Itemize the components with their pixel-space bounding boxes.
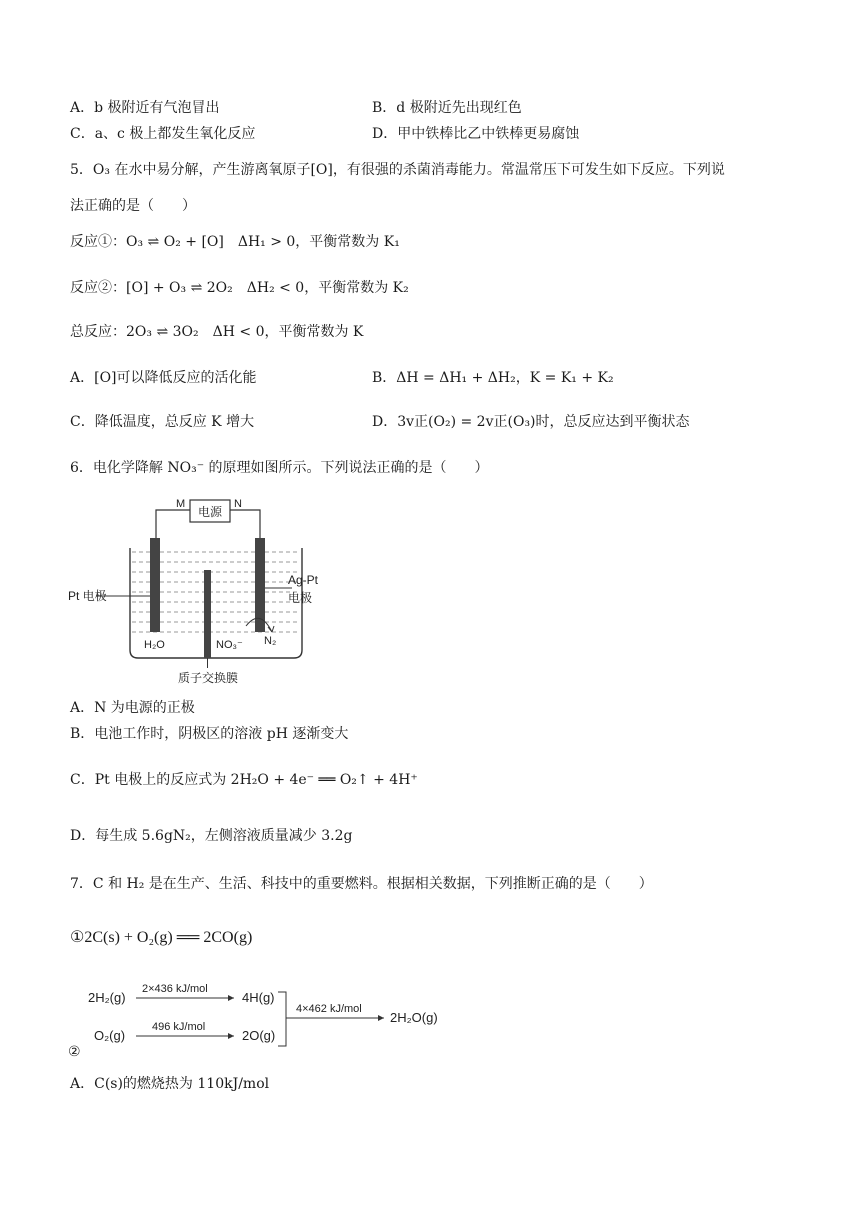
terminal-m-label: M <box>176 498 186 510</box>
q5-reaction-2: 反应②：[O] + O₃ ⇌ 2O₂ ΔH₂ < 0，平衡常数为 K₂ <box>70 280 409 296</box>
terminal-n-label: N <box>234 498 242 510</box>
o-atoms: 2O(g) <box>242 1028 276 1043</box>
q4-option-a: A．b 极附近有气泡冒出 <box>70 100 220 116</box>
o2-bond-energy: 496 kJ/mol <box>152 1021 206 1033</box>
q5-option-b: B．ΔH = ΔH₁ + ΔH₂，K = K₁ + K₂ <box>372 370 614 386</box>
q6-option-d: D．每生成 5.6gN₂，左侧溶液质量减少 3.2g <box>70 828 353 844</box>
q5-option-a: A．[O]可以降低反应的活化能 <box>70 370 257 386</box>
equation-2-number: ② <box>68 1043 81 1059</box>
electrolysis-diagram <box>60 490 360 690</box>
combining-bracket <box>278 992 286 1046</box>
q5-reaction-1: 反应①：O₃ ⇌ O₂ + [O] ΔH₁ > 0，平衡常数为 K₁ <box>70 234 400 250</box>
agpt-label-line2: 电极 <box>288 591 313 605</box>
left-wire <box>156 510 190 538</box>
o2-arrowhead <box>228 1033 234 1039</box>
h2-bond-energy: 2×436 kJ/mol <box>142 983 208 995</box>
q5-stem-line2: 法正确的是（ ） <box>70 198 196 214</box>
h2o-label: H₂O <box>144 639 165 651</box>
product-arrowhead <box>378 1015 384 1021</box>
n2-label: N₂ <box>264 635 277 647</box>
power-source-label: 电源 <box>197 505 223 519</box>
q5-option-d: D．3v正(O₂) = 2v正(O₃)时，总反应达到平衡状态 <box>372 414 690 430</box>
proton-exchange-membrane <box>204 570 211 658</box>
pt-electrode-label: Pt 电极 <box>68 589 107 603</box>
q7-stem: 7．C 和 H₂ 是在生产、生活、科技中的重要燃料。根据相关数据，下列推断正确的是（ ） <box>70 876 653 892</box>
q5-reaction-total: 总反应：2O₃ ⇌ 3O₂ ΔH < 0，平衡常数为 K <box>70 324 364 340</box>
o2-reactant: O₂(g) <box>94 1028 126 1043</box>
q4-option-d: D．甲中铁棒比乙中铁棒更易腐蚀 <box>372 126 580 142</box>
q4-option-c: C．a、c 极上都发生氧化反应 <box>70 126 256 142</box>
pt-electrode <box>150 538 160 632</box>
no3-label: NO₃⁻ <box>216 639 243 651</box>
h2-arrowhead <box>228 995 234 1001</box>
h2-reactant: 2H₂(g) <box>88 990 126 1005</box>
q7-option-a: A．C(s)的燃烧热为 110kJ/mol <box>70 1076 270 1092</box>
oh-bond-energy: 4×462 kJ/mol <box>296 1003 362 1015</box>
q6-option-c: C．Pt 电极上的反应式为 2H₂O + 4e⁻ ══ O₂↑ + 4H⁺ <box>70 772 418 788</box>
agpt-label-line1: Ag-Pt <box>288 573 319 587</box>
right-wire <box>230 510 260 538</box>
water-product: 2H₂O(g) <box>390 1010 438 1025</box>
q6-option-b: B．电池工作时，阴极区的溶液 pH 逐渐变大 <box>70 726 349 742</box>
h-atoms: 4H(g) <box>242 990 275 1005</box>
q6-stem: 6．电化学降解 NO₃⁻ 的原理如图所示。下列说法正确的是（ ） <box>70 460 489 476</box>
q5-stem-line1: 5．O₃ 在水中易分解，产生游离氧原子[O]，有很强的杀菌消毒能力。常温常压下可发生如下反应。下列说 <box>70 162 725 178</box>
bond-energy-diagram <box>64 980 464 1060</box>
q7-equation-1: ①2C(s) + O₂(g) ══ 2CO(g) <box>70 929 253 946</box>
q5-option-c: C．降低温度，总反应 K 增大 <box>70 414 255 430</box>
membrane-label: 质子交换膜 <box>178 671 239 685</box>
q4-option-b: B．d 极附近先出现红色 <box>372 100 522 116</box>
q6-option-a: A．N 为电源的正极 <box>70 700 195 716</box>
